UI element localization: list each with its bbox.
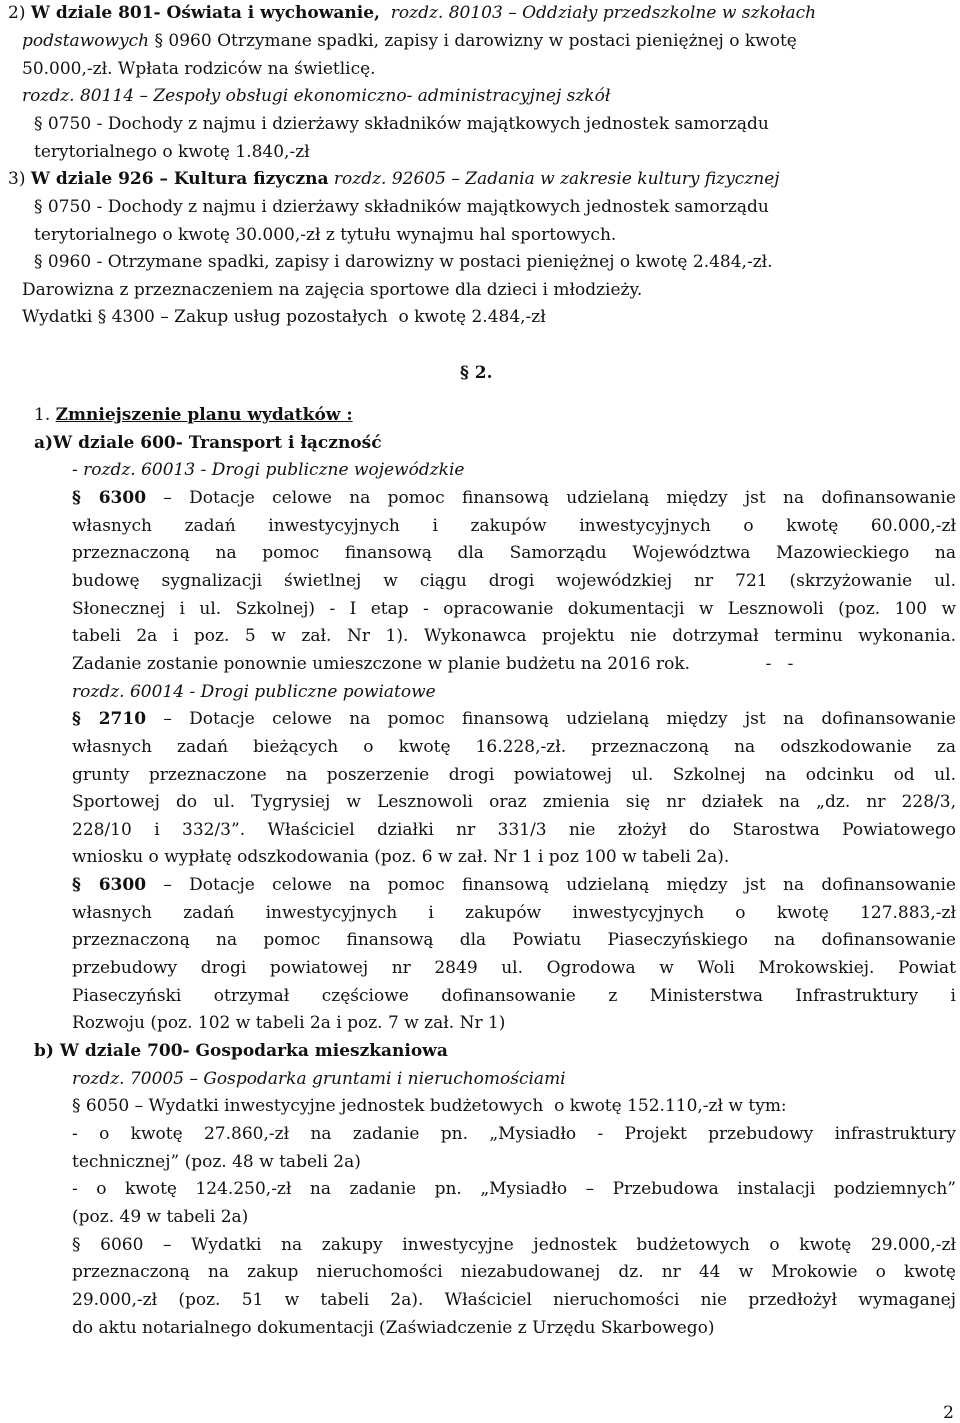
line-60014-p2: własnych zadań bieżących o kwotę 16.228,-zł. przeznaczoną na odszkodowanie za — [72, 737, 956, 757]
line-80103-cont: podstawowych § 0960 Otrzymane spadki, zapisy i darowizny w postaci pieniężnej o kwotę — [22, 31, 797, 51]
line-60014-title: rozdz. 60014 - Drogi publiczne powiatowe — [72, 682, 436, 702]
line-60014-6300: § 6300 – Dotacje celowe na pomoc finansową udzielaną między jst na dofinansowanie — [72, 875, 956, 895]
line-60014-p12: Rozwoju (poz. 102 w tabeli 2a i poz. 7 w zał. Nr 1) — [72, 1013, 506, 1033]
line-70005-item2-cont: (poz. 49 w tabeli 2a) — [72, 1207, 249, 1227]
line-70005-p2: przeznaczoną na zakup nieruchomości niezabudowanej dz. nr 44 w Mrokowie o kwotę — [72, 1262, 956, 1282]
line-80114-0750: § 0750 - Dochody z najmu i dzierżawy składników majątkowych jednostek samorządu — [34, 114, 769, 134]
line-60013-p3: przeznaczoną na pomoc finansową dla Samorządu Województwa Mazowieckiego na — [72, 543, 956, 563]
line-60013-p6: tabeli 2a i poz. 5 w zał. Nr 1). Wykonawca projektu nie dotrzymał terminu wykonania. — [72, 626, 956, 646]
paragraph-heading: § 2. — [460, 363, 493, 383]
line-60014-p4: Sportowej do ul. Tygrysiej w Lesznowoli oraz zmienia się nr działek na „dz. nr 228/3, — [72, 792, 956, 812]
line-80114-amount: terytorialnego o kwotę 1.840,-zł — [34, 142, 310, 162]
line-60014-p3: grunty przeznaczone na poszerzenie drogi powiatowej ul. Szkolnej na odcinku od ul. — [72, 765, 956, 785]
line-80103-amount: 50.000,-zł. Wpłata rodziców na świetlicę. — [22, 59, 376, 79]
line-70005-item2: - o kwotę 124.250,-zł na zadanie pn. „Mysiadło – Przebudowa instalacji podziemnych” — [72, 1179, 956, 1199]
line-section-926: 3) W dziale 926 – Kultura fizyczna rozdz. 92605 – Zadania w zakresie kultury fizycznej — [8, 169, 780, 189]
line-expense-reduction: 1. Zmniejszenie planu wydatków : — [34, 405, 353, 425]
line-92605-0960: § 0960 - Otrzymane spadki, zapisy i darowizny w postaci pieniężnej o kwotę 2.484,-zł. — [34, 252, 773, 272]
page-number: 2 — [943, 1403, 954, 1423]
line-70005-p4: do aktu notarialnego dokumentacji (Zaświadczenie z Urzędu Skarbowego) — [72, 1318, 715, 1338]
line-60014-p11: Piaseczyński otrzymał częściowe dofinansowanie z Ministerstwa Infrastruktury i — [72, 986, 956, 1006]
line-70005-6050: § 6050 – Wydatki inwestycyjne jednostek budżetowych o kwotę 152.110,-zł w tym: — [72, 1096, 787, 1116]
line-60014-p10: przebudowy drogi powiatowej nr 2849 ul. Ogrodowa w Woli Mrokowskiej. Powiat — [72, 958, 956, 978]
line-60013-p4: budowę sygnalizacji świetlnej w ciągu drogi wojewódzkiej nr 721 (skrzyżowanie ul. — [72, 571, 956, 591]
line-60013-p2: własnych zadań inwestycyjnych i zakupów inwestycyjnych o kwotę 60.000,-zł — [72, 516, 956, 536]
line-60013-6300: § 6300 – Dotacje celowe na pomoc finansową udzielaną między jst na dofinansowanie — [72, 488, 956, 508]
line-92605-amount: terytorialnego o kwotę 30.000,-zł z tytułu wynajmu hal sportowych. — [34, 225, 617, 245]
line-60013-p7: Zadanie zostanie ponownie umieszczone w planie budżetu na 2016 rok. - - — [72, 654, 794, 674]
line-70005-title: rozdz. 70005 – Gospodarka gruntami i nieruchomościami — [72, 1069, 566, 1089]
line-60014-p8: własnych zadań inwestycyjnych i zakupów inwestycyjnych o kwotę 127.883,-zł — [72, 903, 956, 923]
line-60013-title: - rozdz. 60013 - Drogi publiczne wojewódzkie — [72, 460, 465, 480]
line-70005-p3: 29.000,-zł (poz. 51 w tabeli 2a). Właściciel nieruchomości nie przedłożył wymaganej — [72, 1290, 956, 1310]
line-section-600: a)W dziale 600- Transport i łączność — [34, 433, 382, 453]
line-70005-6060: § 6060 – Wydatki na zakupy inwestycyjne jednostek budżetowych o kwotę 29.000,-zł — [72, 1235, 956, 1255]
line-92605-0750: § 0750 - Dochody z najmu i dzierżawy składników majątkowych jednostek samorządu — [34, 197, 769, 217]
line-80114-title: rozdz. 80114 – Zespoły obsługi ekonomiczno- administracyjnej szkół — [22, 86, 611, 106]
line-60013-p5: Słonecznej i ul. Szkolnej) - I etap - opracowanie dokumentacji w Lesznowoli (poz. 100 w — [72, 599, 956, 619]
line-70005-item1-cont: technicznej” (poz. 48 w tabeli 2a) — [72, 1152, 361, 1172]
line-60014-p6: wniosku o wypłatę odszkodowania (poz. 6 w zał. Nr 1 i poz 100 w tabeli 2a). — [72, 847, 730, 867]
line-92605-expense: Wydatki § 4300 – Zakup usług pozostałych o kwotę 2.484,-zł — [22, 307, 546, 327]
line-70005-item1: - o kwotę 27.860,-zł na zadanie pn. „Mysiadło - Projekt przebudowy infrastruktury — [72, 1124, 956, 1144]
line-60014-p9: przeznaczoną na pomoc finansową dla Powiatu Piaseczyńskiego na dofinansowanie — [72, 930, 956, 950]
line-section-801: 2) W dziale 801- Oświata i wychowanie, rozdz. 80103 – Oddziały przedszkolne w szkołach — [8, 3, 817, 23]
line-section-700: b) W dziale 700- Gospodarka mieszkaniowa — [34, 1041, 448, 1061]
line-60014-2710: § 2710 – Dotacje celowe na pomoc finansową udzielaną między jst na dofinansowanie — [72, 709, 956, 729]
line-60014-p5: 228/10 i 332/3”. Właściciel działki nr 331/3 nie złożył do Starostwa Powiatowego — [72, 820, 956, 840]
line-92605-donation: Darowizna z przeznaczeniem na zajęcia sportowe dla dzieci i młodzieży. — [22, 280, 643, 300]
